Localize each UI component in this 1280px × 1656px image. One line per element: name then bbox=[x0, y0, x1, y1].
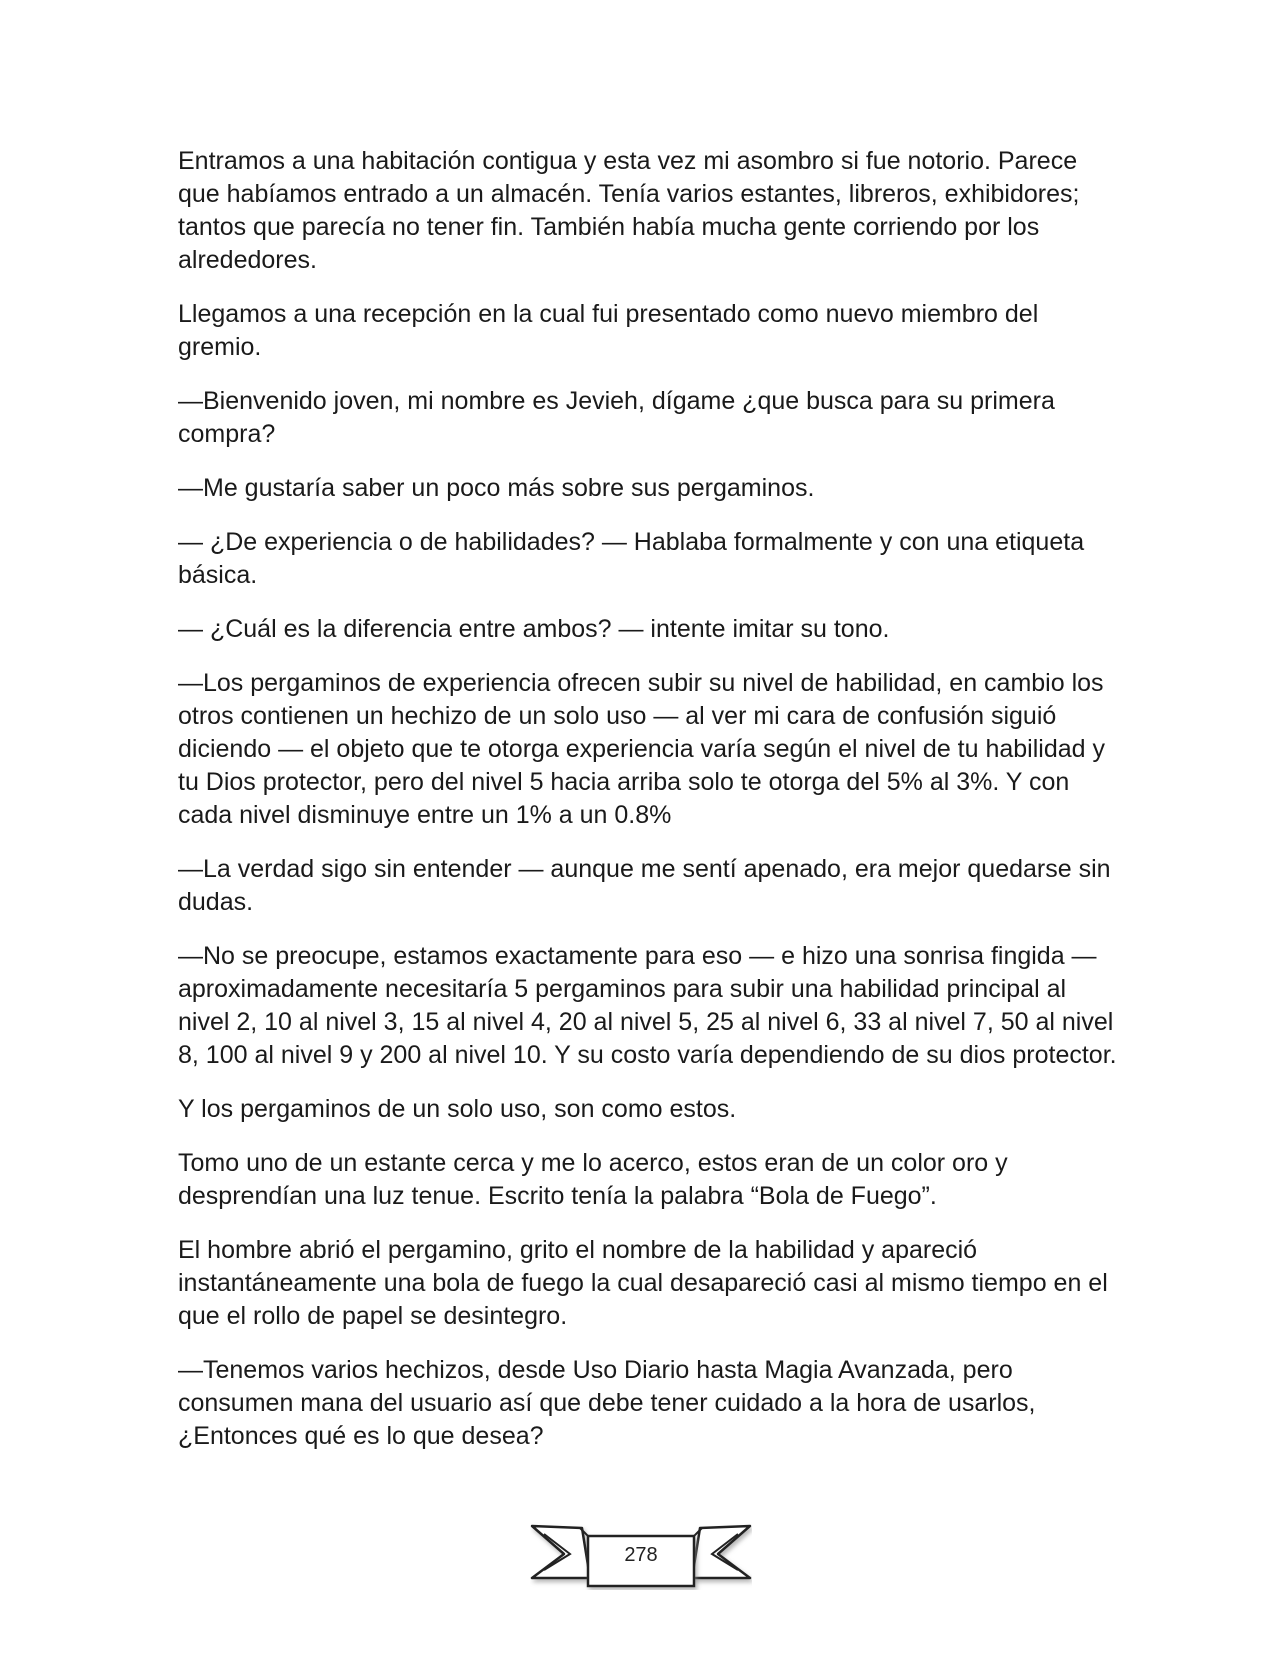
paragraph: Tomo uno de un estante cerca y me lo acerco, estos eran de un color oro y desprendían una luz tenue. Escrito tenía la palabra “Bola de Fuego”. bbox=[178, 1149, 1008, 1210]
paragraph: —No se preocupe, estamos exactamente para eso — e hizo una sonrisa fingida — aproximadamente necesitaría 5 pergaminos para subir una habilidad principal al nivel 2, 10 al nivel 3, 15 al nivel 4, 20 al nivel 5, 25 al nivel 6, 33 al nivel 7, 50 al nivel 8, 100 al nivel 9 y 200 al nivel 10. Y su costo varía dependiendo de su dios protector. bbox=[178, 942, 1117, 1069]
paragraph: —Bienvenido joven, mi nombre es Jevieh, dígame ¿que busca para su primera compra? bbox=[178, 387, 1055, 448]
paragraph: — ¿Cuál es la diferencia entre ambos? — intente imitar su tono. bbox=[178, 615, 890, 643]
paragraph: El hombre abrió el pergamino, grito el nombre de la habilidad y apareció instantáneamente una bola de fuego la cual desapareció casi al mismo tiempo en el que el rollo de papel se desintegro. bbox=[178, 1236, 1108, 1330]
paragraph: Y los pergaminos de un solo uso, son como estos. bbox=[178, 1095, 737, 1123]
paragraph: —Los pergaminos de experiencia ofrecen subir su nivel de habilidad, en cambio los otros contienen un hechizo de un solo uso — al ver mi cara de confusión siguió diciendo — el objeto que te otorga experiencia varía según el nivel de tu habilidad y tu Dios protector, pero del nivel 5 hacia arriba solo te otorga del 5% al 3%. Y con cada nivel disminuye entre un 1% a un 0.8% bbox=[178, 669, 1106, 829]
paragraph: — ¿De experiencia o de habilidades? — Hablaba formalmente y con una etiqueta básica. bbox=[178, 528, 1085, 589]
page-number: 278 bbox=[624, 1544, 658, 1566]
paragraph: —Tenemos varios hechizos, desde Uso Diario hasta Magia Avanzada, pero consumen mana del usuario así que debe tener cuidado a la hora de usarlos, ¿Entonces qué es lo que desea? bbox=[178, 1356, 1036, 1450]
paragraph: Entramos a una habitación contigua y esta vez mi asombro si fue notorio. Parece que habíamos entrado a un almacén. Tenía varios estantes, libreros, exhibidores; tantos que parecía no tener fin. También había mucha gente corriendo por los alrededores. bbox=[178, 147, 1080, 274]
paragraph: —Me gustaría saber un poco más sobre sus pergaminos. bbox=[178, 474, 815, 502]
page-body-text bbox=[178, 145, 1118, 1474]
paragraph: —La verdad sigo sin entender — aunque me sentí apenado, era mejor quedarse sin dudas. bbox=[178, 855, 1111, 916]
paragraph: Llegamos a una recepción en la cual fui presentado como nuevo miembro del gremio. bbox=[178, 300, 1039, 361]
